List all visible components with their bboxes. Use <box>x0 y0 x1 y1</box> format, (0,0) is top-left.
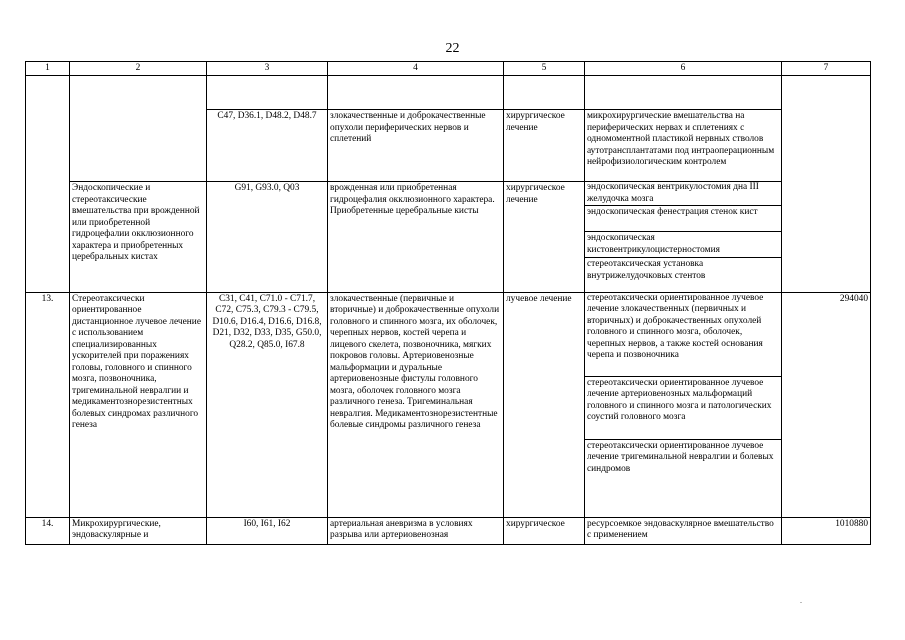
table-row <box>26 76 871 110</box>
treatment-method: стереотаксически ориентированное лучевое лечение злокачественных (первичных и вторичных) и доброкачественных опухолей головного и спинного мозга, оболочек, черепных нервов, а также костей основания черепа и позвоночника <box>587 292 764 360</box>
table-row <box>26 110 871 182</box>
treatment-method: ресурсоемкое эндоваскулярное вмешательство с применением <box>585 517 782 544</box>
treatment-method: эндоскопическая вентрикулостомия дна III желудочка мозга <box>587 182 759 204</box>
column-header: 2 <box>70 62 207 76</box>
patient-model: врожденная или приобретенная гидроцефалия окклюзионного характера. Приобретенные церебральные кисты <box>328 182 504 293</box>
table-row <box>26 517 871 544</box>
treatment-method: стереотаксическая установка внутрижелудочковых стентов <box>585 257 781 283</box>
row-number: 14. <box>26 517 70 544</box>
column-header: 5 <box>504 62 585 76</box>
patient-model: злокачественные и доброкачественные опухоли периферических нервов и сплетений <box>328 110 504 182</box>
norm-value <box>782 110 871 182</box>
page-bottom-margin <box>0 549 905 640</box>
norm-value: 1010880 <box>782 517 871 544</box>
column-header: 6 <box>585 62 782 76</box>
diagnosis-codes: C47, D36.1, D48.2, D48.7 <box>207 110 328 182</box>
treatment-methods <box>585 292 782 517</box>
norm-value <box>782 182 871 293</box>
page-number: 22 <box>445 41 460 56</box>
services-table <box>25 61 871 545</box>
table-row <box>26 292 871 517</box>
column-header: 1 <box>26 62 70 76</box>
service-name <box>70 110 207 182</box>
patient-model: артериальная аневризма в условиях разрыва или артериовенозная <box>328 517 504 544</box>
column-number-header-row <box>26 62 871 76</box>
treatment-method: эндоскопическая кистовентрикулоцистерностомия <box>585 231 781 257</box>
diagnosis-codes: I60, I61, I62 <box>207 517 328 544</box>
treatment-type: хирургическое лечение <box>504 182 585 293</box>
treatment-method: микрохирургические вмешательства на периферических нервах и сплетениях с одномоментной пластикой нервных стволов аутотрансплантатами под интраоперационным нейрофизиологическим контролем <box>585 110 782 182</box>
column-header: 3 <box>207 62 328 76</box>
treatment-method: эндоскопическая фенестрация стенок кист <box>585 205 781 231</box>
service-name: Стереотаксически ориентированное дистанционное лучевое лечение с использованием специализированных ускорителей при поражениях головы, головного и спинного мозга, позвоночника, тригеминальной невралгии и медикаментознорезистентных болевых синдромах различного генеза <box>70 292 207 517</box>
treatment-type: хирургическое лечение <box>504 110 585 182</box>
treatment-type: хирургическое <box>504 517 585 544</box>
column-header: 4 <box>328 62 504 76</box>
row-number: 13. <box>26 292 70 517</box>
row-number <box>26 110 70 182</box>
norm-value: 294040 <box>782 292 871 517</box>
column-header: 7 <box>782 62 871 76</box>
service-name: Эндоскопические и стереотаксические вмешательства при врожденной или приобретенной гидроцефалии окклюзионного характера и приобретенных церебральных кистах <box>70 182 207 293</box>
diagnosis-codes: C31, C41, C71.0 - C71.7, C72, C75.3, C79.3 - C79.5, D10.6, D16.4, D16.6, D16.8, D21, D32, D33, D35, G50.0, Q28.2, Q85.0, I67.8 <box>207 292 328 517</box>
treatment-method: стереотаксически ориентированное лучевое лечение артериовенозных мальформаций головного и спинного мозга и патологических соустий головного мозга <box>585 376 781 439</box>
diagnosis-codes: G91, G93.0, Q03 <box>207 182 328 293</box>
treatment-methods <box>585 182 782 293</box>
treatment-method: стереотаксически ориентированное лучевое лечение тригеминальной невралгии и болевых синдромов <box>585 439 781 512</box>
row-number <box>26 182 70 293</box>
service-name: Микрохирургические, эндоваскулярные и <box>70 517 207 544</box>
table-row <box>26 182 871 293</box>
patient-model: злокачественные (первичные и вторичные) и доброкачественные опухоли головного и спинного мозга, их оболочек, черепных нервов, костей черепа и лицевого скелета, позвоночника, мягких покровов головы. Артериовенозные мальформации и дуральные артериовенозные фистулы головного мозга, оболочек головного мозга различного генеза. Тригеминальная невралгия. Медикаментознорезистентные болевые синдромы различного генеза <box>328 292 504 517</box>
treatment-type: лучевое лечение <box>504 292 585 517</box>
scan-speck <box>800 602 802 603</box>
